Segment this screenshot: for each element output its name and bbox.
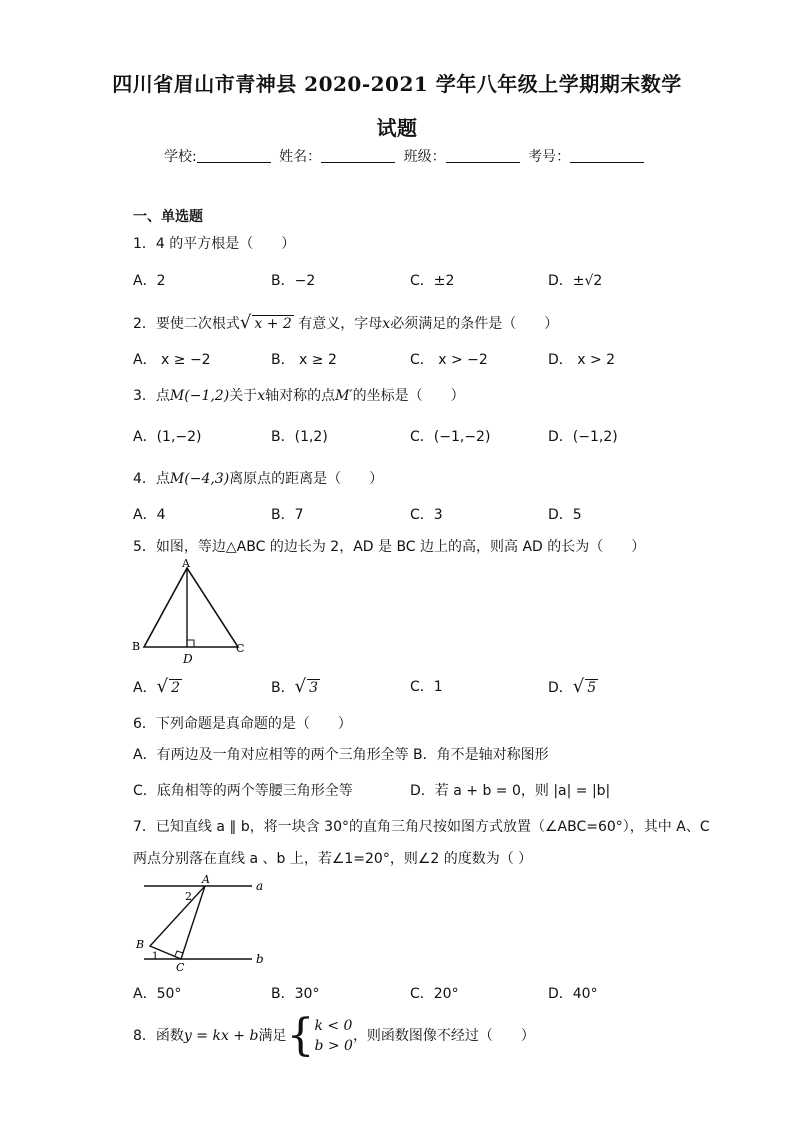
radicand: x + 2	[254, 316, 292, 332]
school-label: 学校:	[164, 149, 197, 165]
question-3-option-a[interactable]: A．(1,−2)	[133, 429, 202, 445]
exam-no-label: 考号：	[528, 149, 571, 165]
question-2-stem: 2．要使二次根式√ x + 2 有意义，字母x必须满足的条件是（ ）	[133, 312, 559, 333]
question-3-option-b[interactable]: B．(1,2)	[271, 429, 328, 445]
label-B: B	[136, 938, 145, 951]
question-7-option-a[interactable]: A．50°	[133, 986, 182, 1002]
question-6-option-c[interactable]: C．底角相等的两个等腰三角形全等	[133, 783, 353, 799]
label-angle-2: 2	[185, 890, 192, 903]
question-4-option-b[interactable]: B．7	[271, 507, 304, 523]
question-2-option-a[interactable]: A． x ≥ −2	[133, 352, 211, 368]
question-1-stem: 1．4 的平方根是（ ）	[133, 236, 296, 252]
label-angle-1: 1	[152, 951, 159, 962]
school-blank[interactable]	[197, 148, 271, 163]
question-3-option-d[interactable]: D．(−1,2)	[548, 429, 618, 445]
parallel-lines-figure	[128, 870, 278, 978]
question-3-stem: 3．点M(−1,2)关于x轴对称的点M′的坐标是（ ）	[133, 388, 465, 404]
class-blank[interactable]	[446, 148, 520, 163]
question-6-stem: 6．下列命题是真命题的是（ ）	[133, 716, 352, 732]
exam-no-blank[interactable]	[570, 148, 644, 163]
exam-title-line1: 四川省眉山市青神县 2020-2021 学年八年级上学期期末数学	[112, 72, 682, 96]
question-1-option-a[interactable]: A．2	[133, 273, 166, 289]
question-5-option-a[interactable]: A．√ 2	[133, 676, 180, 697]
label-C: C	[176, 961, 185, 974]
label-A: A	[182, 557, 190, 570]
question-5-option-d[interactable]: D．√ 5	[548, 676, 597, 697]
question-7-option-d[interactable]: D．40°	[548, 986, 598, 1002]
question-4-option-c[interactable]: C．3	[410, 507, 443, 523]
question-4-option-a[interactable]: A．4	[133, 507, 166, 523]
condition-k: k < 0	[314, 1018, 353, 1034]
question-5-stem: 5．如图，等边△ABC 的边长为 2，AD 是 BC 边上的高，则高 AD 的长为（ ）	[133, 539, 646, 555]
label-b: b	[256, 952, 264, 966]
label-a: a	[256, 879, 264, 893]
label-D: D	[183, 652, 193, 666]
question-1-option-d[interactable]: D．±√2	[548, 273, 603, 289]
exam-title-line2: 试题	[376, 116, 418, 140]
name-blank[interactable]	[321, 148, 395, 163]
question-1-option-c[interactable]: C．±2	[410, 273, 455, 289]
label-C: C	[236, 642, 245, 655]
class-label: 班级：	[403, 149, 446, 165]
question-2-option-d[interactable]: D． x > 2	[548, 352, 616, 368]
section-title: 一、单选题	[133, 209, 203, 225]
question-2-option-b[interactable]: B． x ≥ 2	[271, 352, 337, 368]
question-7-stem-line2: 两点分别落在直线 a 、b 上，若∠1=20°，则∠2 的度数为（ ）	[133, 851, 533, 867]
question-5-option-b[interactable]: B．√ 3	[271, 676, 319, 697]
question-2-option-c[interactable]: C． x > −2	[410, 352, 488, 368]
question-7-stem-line1: 7．已知直线 a ∥ b，将一块含 30°的直角三角尺按如图方式放置（∠ABC=60°），其中 A、C	[133, 819, 710, 835]
question-7-option-c[interactable]: C．20°	[410, 986, 459, 1002]
question-8-stem: 8．函数y = kx + b满足{k < 0 b > 0，则函数图像不经过（ ）	[133, 1010, 535, 1061]
question-4-option-d[interactable]: D．5	[548, 507, 582, 523]
label-A: A	[202, 873, 210, 886]
question-5-option-c[interactable]: C．1	[410, 679, 443, 695]
label-B: B	[132, 640, 141, 653]
question-6-option-b[interactable]: B．角不是轴对称图形	[413, 747, 549, 763]
question-7-option-b[interactable]: B．30°	[271, 986, 320, 1002]
question-4-stem: 4．点M(−4,3)离原点的距离是（ ）	[133, 471, 384, 487]
condition-b: b > 0	[314, 1038, 353, 1054]
question-1-option-b[interactable]: B．−2	[271, 273, 316, 289]
name-label: 姓名：	[279, 149, 322, 165]
question-6-option-a[interactable]: A．有两边及一角对应相等的两个三角形全等	[133, 747, 409, 763]
question-3-option-c[interactable]: C．(−1,−2)	[410, 429, 491, 445]
equilateral-triangle-figure	[128, 556, 258, 668]
question-6-option-d[interactable]: D．若 a + b = 0，则 |a| = |b|	[410, 783, 611, 799]
student-info-row	[164, 146, 648, 166]
